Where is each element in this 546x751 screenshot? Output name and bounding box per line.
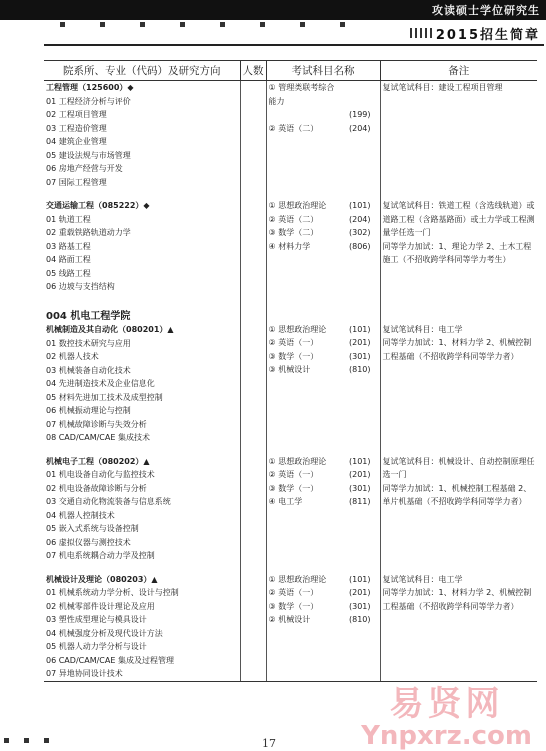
note-text: 复试笔试科目：机械设计、自动控制原理任选一门 [382,456,535,479]
research-direction: 06 虚拟仪器与测控技术 [46,537,131,547]
department-name: 004 机电工程学院 [46,310,131,322]
notes-cell [380,81,537,200]
research-direction: 04 机械强度分析及现代设计方法 [46,628,163,638]
header-rule [44,44,544,46]
research-direction: 06 机械振动理论与控制 [46,406,131,415]
exam-subject [269,323,378,337]
exam-subject-name [269,108,339,122]
notes-cell [380,455,537,573]
program-name: 机械电子工程（080202）▲ [46,456,150,466]
research-direction: 06 房地产经营与开发 [46,164,123,173]
col-header-program: 院系所、专业（代码）及研究方向 [44,61,240,81]
program-name: 机械制造及其自动化（080201）▲ [46,325,174,334]
brand-title: 2015招生简章 [435,28,540,43]
exam-subject-code: (811) [348,497,371,506]
exam-subject-name: ② 英语（一） [268,338,319,347]
exam-subject-name: ② 英语（二） [268,123,319,133]
research-direction: 07 机械故障诊断与失效分析 [46,419,147,429]
notes-cell [380,199,537,304]
note-text: 复试笔试科目：铁道工程（含选线轨道）或道路工程（含路基路面）或土力学或工程测量学任选一门 [382,201,535,237]
count-cell [240,455,266,573]
header-bar [0,0,546,20]
exam-subject-name: ① 思想政治理论 [268,201,327,210]
program-name: 工程管理（125600）◆ [46,83,134,92]
watermark-cn: 易贤网 [389,684,504,724]
exam-subject-code: (301) [348,483,371,493]
exam-subject [269,482,378,496]
exam-subject-name: ③ 数学（一） [268,601,319,611]
research-direction: 07 异地协同设计技术 [46,669,123,678]
research-direction: 03 机械装备自动化技术 [46,365,131,375]
research-direction: 04 先进制造技术及企业信息化 [46,379,155,388]
research-direction: 03 路基工程 [46,241,91,251]
exam-subject-code: (201) [348,470,371,479]
subjects-cell [266,199,380,304]
exam-subject-name: ① 思想政治理论 [268,574,327,584]
col-header-subjects: 考试科目名称 [266,61,380,81]
exam-subject [269,586,378,600]
research-direction: 05 机器人动力学分析与设计 [46,642,147,651]
exam-subject [269,199,378,213]
count-cell [240,304,266,455]
table-row [44,455,537,573]
research-direction: 04 路面工程 [46,255,91,264]
research-direction: 01 数控技术研究与应用 [46,338,131,348]
exam-subject-code: (101) [348,324,371,334]
note-text: 复试笔试科目：电工学 [382,324,463,334]
research-direction: 02 机器人技术 [46,352,99,361]
research-direction: 06 CAD/CAM/CAE 集成及过程管理 [46,655,174,665]
exam-subject-code: (806) [348,241,371,251]
subjects-cell [266,304,380,455]
note-text: 同等学力加试：1、机械控制工程基础 2、单片机基础（不招收跨学科同等学力者） [382,483,532,506]
exam-subject [269,495,378,509]
exam-subject [269,573,378,587]
research-direction: 03 工程造价管理 [46,123,107,133]
research-direction: 04 建筑企业管理 [46,137,107,146]
count-cell [240,573,266,682]
table-row [44,81,537,200]
exam-subject-code: (301) [348,601,371,611]
research-direction: 06 边坡与支挡结构 [46,282,115,291]
note-text: 同等学力加试：1、材料力学 2、机械控制工程基础（不招收跨学科同等学力者） [382,338,532,361]
exam-subject-code: (810) [348,615,371,624]
exam-subject [269,226,378,240]
col-header-notes: 备注 [380,61,537,81]
exam-subject-name: ④ 电工学 [268,497,303,506]
research-direction: 05 嵌入式系统与设备控制 [46,524,139,533]
exam-subject-name: ③ 数学（一） [268,483,319,493]
header-decoration [60,20,360,30]
exam-subject [269,350,378,364]
program-cell [44,199,240,304]
program-name: 机械设计及理论（080203）▲ [46,574,158,584]
exam-subject-code: (199) [348,110,371,119]
exam-subject-code: (204) [348,123,371,133]
exam-subject [269,363,378,377]
notes-cell [380,573,537,682]
exam-subject-name: ② 英语（一） [268,588,319,597]
count-cell [240,199,266,304]
exam-subject-name: ② 英语（二） [268,214,319,224]
program-cell [44,81,240,200]
exam-subject-code: (101) [348,201,371,210]
research-direction: 07 国际工程管理 [46,177,107,187]
program-cell [44,573,240,682]
count-cell [240,81,266,200]
footer-decoration [0,736,80,746]
research-direction: 02 工程项目管理 [46,110,107,119]
table-row [44,199,537,304]
exam-subject-code: (302) [348,228,371,237]
exam-subject-name: ① 思想政治理论 [268,456,327,466]
header-title: 攻读硕士学位研究生 [432,4,540,17]
note-text: 复试笔试科目：电工学 [382,574,463,584]
brand-decoration [410,28,436,38]
exam-subject [269,613,378,627]
research-direction: 03 塑性成型理论与模具设计 [46,615,147,624]
research-direction: 05 建设法规与市场管理 [46,150,131,160]
program-cell [44,304,240,455]
research-direction: 04 机器人控制技术 [46,510,115,520]
table-row [44,304,537,455]
exam-subject-name: ④ 材料力学 [268,241,311,251]
exam-subject-code: (101) [348,574,371,584]
research-direction: 05 线路工程 [46,268,91,278]
research-direction: 01 工程经济分析与评价 [46,96,131,106]
subjects-cell [266,81,380,200]
page-number: 17 [262,737,276,750]
table-header-row [44,61,537,81]
research-direction: 05 材料先进加工技术及成型控制 [46,392,163,402]
exam-subject-code: (301) [348,351,371,361]
research-direction: 02 机械零部件设计理论及应用 [46,601,155,611]
note-text: 同等学力加试：1、理论力学 2、土木工程施工（不招收跨学科同等学力考生） [382,241,532,264]
program-cell [44,455,240,573]
exam-subject-code: (201) [348,588,371,597]
exam-subject [269,81,378,108]
exam-subject [269,240,378,254]
watermark [361,676,532,751]
exam-subject [269,455,378,469]
research-direction: 02 机电设备故障诊断与分析 [46,483,147,493]
research-direction: 01 机电设备自动化与监控技术 [46,470,155,479]
research-direction: 01 机械系统动力学分析、设计与控制 [46,588,179,597]
note-text: 同等学力加试：1、材料力学 2、机械控制工程基础（不招收跨学科同等学力者） [382,588,532,611]
table-row [44,573,537,682]
exam-subject [269,468,378,482]
exam-subject [269,122,378,136]
exam-subject [269,600,378,614]
note-text: 复试笔试科目：建设工程项目管理 [382,83,503,92]
exam-subject-code: (201) [348,338,371,347]
exam-subject-code: (810) [348,365,371,374]
research-direction: 07 机电系统耦合动力学及控制 [46,551,155,560]
col-header-count: 人数 [240,61,266,81]
exam-subject-name: ③ 数学（二） [268,228,319,237]
exam-subject [269,108,378,122]
watermark-en: Ynpxrz.com [361,721,532,751]
exam-subject-name: ① 思想政治理论 [268,324,327,334]
exam-subject-code [339,81,371,108]
exam-subject [269,213,378,227]
exam-subject-name: ③ 机械设计 [268,365,311,374]
subjects-cell [266,573,380,682]
exam-subject-name: ① 管理类联考综合能力 [268,83,335,106]
research-direction: 03 交通自动化物流装备与信息系统 [46,497,171,506]
exam-subject-name: ② 英语（一） [268,470,319,479]
exam-subject-code: (101) [348,456,371,466]
program-name: 交通运输工程（085222）◆ [46,201,150,210]
exam-subject-code: (204) [348,214,371,224]
exam-subject [269,336,378,350]
research-direction: 08 CAD/CAM/CAE 集成技术 [46,433,150,442]
research-direction: 01 轨道工程 [46,214,91,224]
notes-cell [380,304,537,455]
exam-subject-name: ③ 数学（一） [268,351,319,361]
research-direction: 02 重载铁路轨道动力学 [46,228,131,237]
exam-subject-name: ② 机械设计 [268,615,311,624]
admissions-table [44,60,537,682]
subjects-cell [266,455,380,573]
